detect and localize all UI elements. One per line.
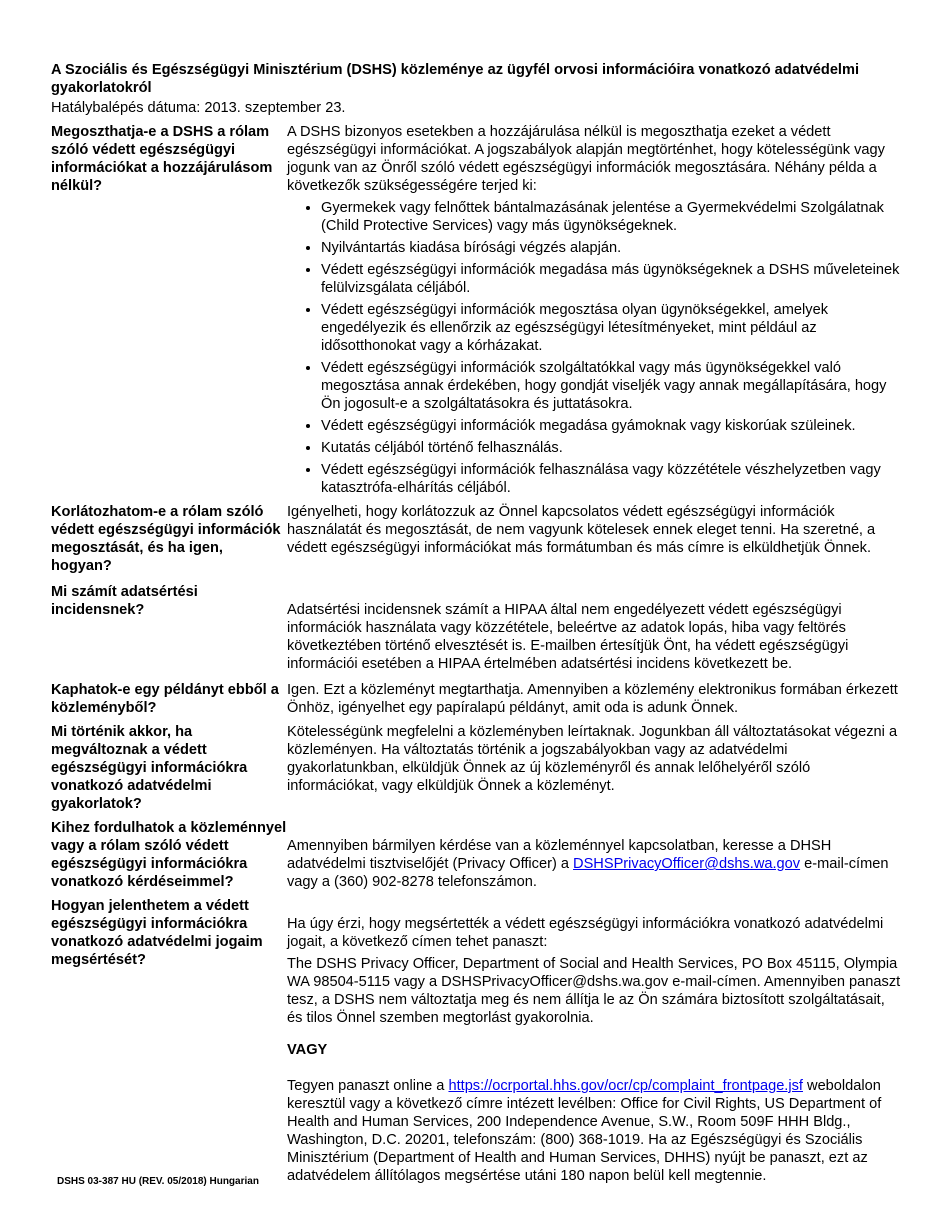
section-contact (51, 819, 901, 891)
ocr-complaint-link[interactable]: https://ocrportal.hhs.gov/ocr/cp/complaint_frontpage.jsf (448, 1078, 803, 1094)
document-title: A Szociális és Egészségügyi Minisztérium (DSHS) közleménye az ügyfél orvosi információira vonatkozó adatvédelmi gyakorlatokról (51, 62, 860, 96)
report-text-before: Tegyen panaszt online a (287, 1078, 449, 1094)
list-item: • Védett egészségügyi információk megosztása olyan ügynökségekkel, amelyek engedélyezik és ellenőrzik az egészségügyi létesítményeket, mint például az idősotthonokat vagy a kórházakat. (321, 301, 901, 355)
answer-report-p3 (287, 1077, 901, 1185)
effective-date: Hatálybalépés dátuma: 2013. szeptember 23. (51, 100, 346, 116)
contact-text-before: Amennyiben bármilyen kérdése van a közleménnyel kapcsolatban, keresse a DHSH adatvédelmi tisztviselőjét (Privacy Officer) a (287, 838, 832, 872)
contact-text-after: e-mail-címen vagy a (360) 902-8278 telefonszámon. (287, 856, 889, 890)
answer-breach (287, 583, 901, 673)
section-changes (51, 723, 901, 813)
answer-report-p1: Ha úgy érzi, hogy megsértették a védett egészségügyi információkra vonatkozó adatvédelmi jogait, a következő címen tehet panaszt: (287, 916, 884, 950)
list-item: • Kutatás céljából történő felhasználás. (321, 439, 901, 457)
answer-report-p2: The DSHS Privacy Officer, Department of Social and Health Services, PO Box 45115, Olympia WA 98504-5115 vagy a DSHSPrivacyOfficer@dshs.wa.gov e-mail-címen. Amennyiben panaszt tesz, a DSHS nem változtatja meg és nem állítja le az Ön számára biztosított szolgáltatásait, és tilos Önnel szemben megtorlást gyakorolnia. (287, 956, 901, 1026)
document-page (51, 61, 901, 1185)
question-contact: Kihez fordulhatok a közleménnyel vagy a rólam szóló védett egészségügyi információkra vonatkozó kérdéseimmel? (51, 820, 287, 890)
answer-breach-text: Adatsértési incidensnek számít a HIPAA által nem engedélyezett védett egészségügyi információk használata vagy közzététele, beleértve az adatok lopás, hiba vagy feltörés következtében történő elvesztését is. E-mailben értesítjük Önt, ha védett egészségügyi információi esetében a HIPAA értelmében adatsértési incidens következett be. (287, 602, 849, 672)
section-limit (51, 503, 901, 575)
question-changes: Mi történik akkor, ha megváltoznak a védett egészségügyi információkra vonatkozó adatvédelmi gyakorlatok? (51, 724, 248, 812)
question-breach: Mi számít adatsértési incidensnek? (51, 584, 198, 618)
share-examples-list (287, 199, 901, 497)
answer-contact (287, 819, 901, 891)
answer-limit (287, 503, 901, 575)
section-share (51, 123, 901, 501)
answer-changes-text: Kötelességünk megfelelni a közleményben leírtaknak. Jogunkban áll változtatásokat végezni a közleményen. Ha változtatás történik a jogszabályokban vagy az adatvédelmi gyakorlatunkban, elküldjük Önnek az új közleményről és annak lelőhelyéről szóló információkat, vagy elküldjük Önnek a közleményt. (287, 724, 898, 794)
section-breach (51, 583, 901, 673)
answer-share-intro: A DSHS bizonyos esetekben a hozzájárulása nélkül is megoszthatja ezeket a védett egészségügyi információkat. A jogszabályok alapján megtörténhet, hogy kötelességünk vagy jogunk van az Önről szóló védett egészségügyi információk megosztására. Néhány példa a következők szükségességére terjed ki: (287, 124, 885, 194)
answer-copy (287, 681, 901, 717)
question-limit: Korlátozhatom-e a rólam szóló védett egészségügyi információk megosztását, és ha igen, hogyan? (51, 504, 281, 574)
answer-contact-text (287, 837, 901, 891)
list-item: • Védett egészségügyi információk megadása más ügynökségeknek a DSHS műveleteinek felülvizsgálata céljából. (321, 261, 901, 297)
question-copy: Kaphatok-e egy példányt ebből a közleményből? (51, 682, 279, 716)
or-separator: VAGY (287, 1042, 328, 1058)
answer-copy-text: Igen. Ezt a közleményt megtarthatja. Amennyiben a közlemény elektronikus formában érkezett Önhöz, igényelhet egy papíralapú példányt, amit oda is adunk Önnek. (287, 682, 898, 716)
report-text-after: weboldalon keresztül vagy a következő címre intézett levélben: Office for Civil Rights, US Department of Health and Human Services, 200 Independence Avenue, S.W., Room 509F HHH Bldg., Washington, D.C. 20201, telefonszám: (800) 368-1019. Ha az Egészségügyi és Szociális Minisztérium (Department of Health and Human Services, DHHS) nyújt be panaszt, ezt az adatvédelem állítólagos megsértése utáni 180 napon belül kell megtennie. (287, 1078, 882, 1184)
answer-limit-text: Igényelheti, hogy korlátozzuk az Önnel kapcsolatos védett egészségügyi információk használatát és megosztását, de nem vagyunk kötelesek ennek eleget tenni. Ha szeretné, a védett egészségügyi információkat más formátumban és más címre is elküldhetjük Önnek. (287, 504, 876, 556)
form-id-footer: DSHS 03-387 HU (REV. 05/2018) Hungarian (57, 1176, 259, 1187)
question-report: Hogyan jelenthetem a védett egészségügyi információkra vonatkozó adatvédelmi jogaim megsértését? (51, 898, 263, 968)
answer-share (287, 123, 901, 501)
section-copy (51, 681, 901, 717)
list-item: • Védett egészségügyi információk felhasználása vagy közzététele vészhelyzetben vagy katasztrófa-elhárítás céljából. (321, 461, 901, 497)
list-item: • Védett egészségügyi információk megadása gyámoknak vagy kiskorúak szüleinek. (321, 417, 901, 435)
privacy-officer-email-link[interactable]: DSHSPrivacyOfficer@dshs.wa.gov (573, 856, 801, 872)
section-report (51, 897, 901, 1185)
list-item: • Védett egészségügyi információk szolgáltatókkal vagy más ügynökségekkel való megosztása annak érdekében, hogy gondját viseljék vagy annak megállapítására, hogy Ön jogosult-e a szolgáltatásokra és juttatásokra. (321, 359, 901, 413)
list-item: • Nyilvántartás kiadása bírósági végzés alapján. (321, 239, 901, 257)
answer-report (287, 897, 901, 1185)
list-item: • Gyermekek vagy felnőttek bántalmazásának jelentése a Gyermekvédelmi Szolgálatnak (Child Protective Services) vagy más ügynökségeknek. (321, 199, 901, 235)
answer-changes (287, 723, 901, 813)
question-share: Megoszthatja-e a DSHS a rólam szóló védett egészségügyi információkat a hozzájárulásom nélkül? (51, 124, 273, 194)
